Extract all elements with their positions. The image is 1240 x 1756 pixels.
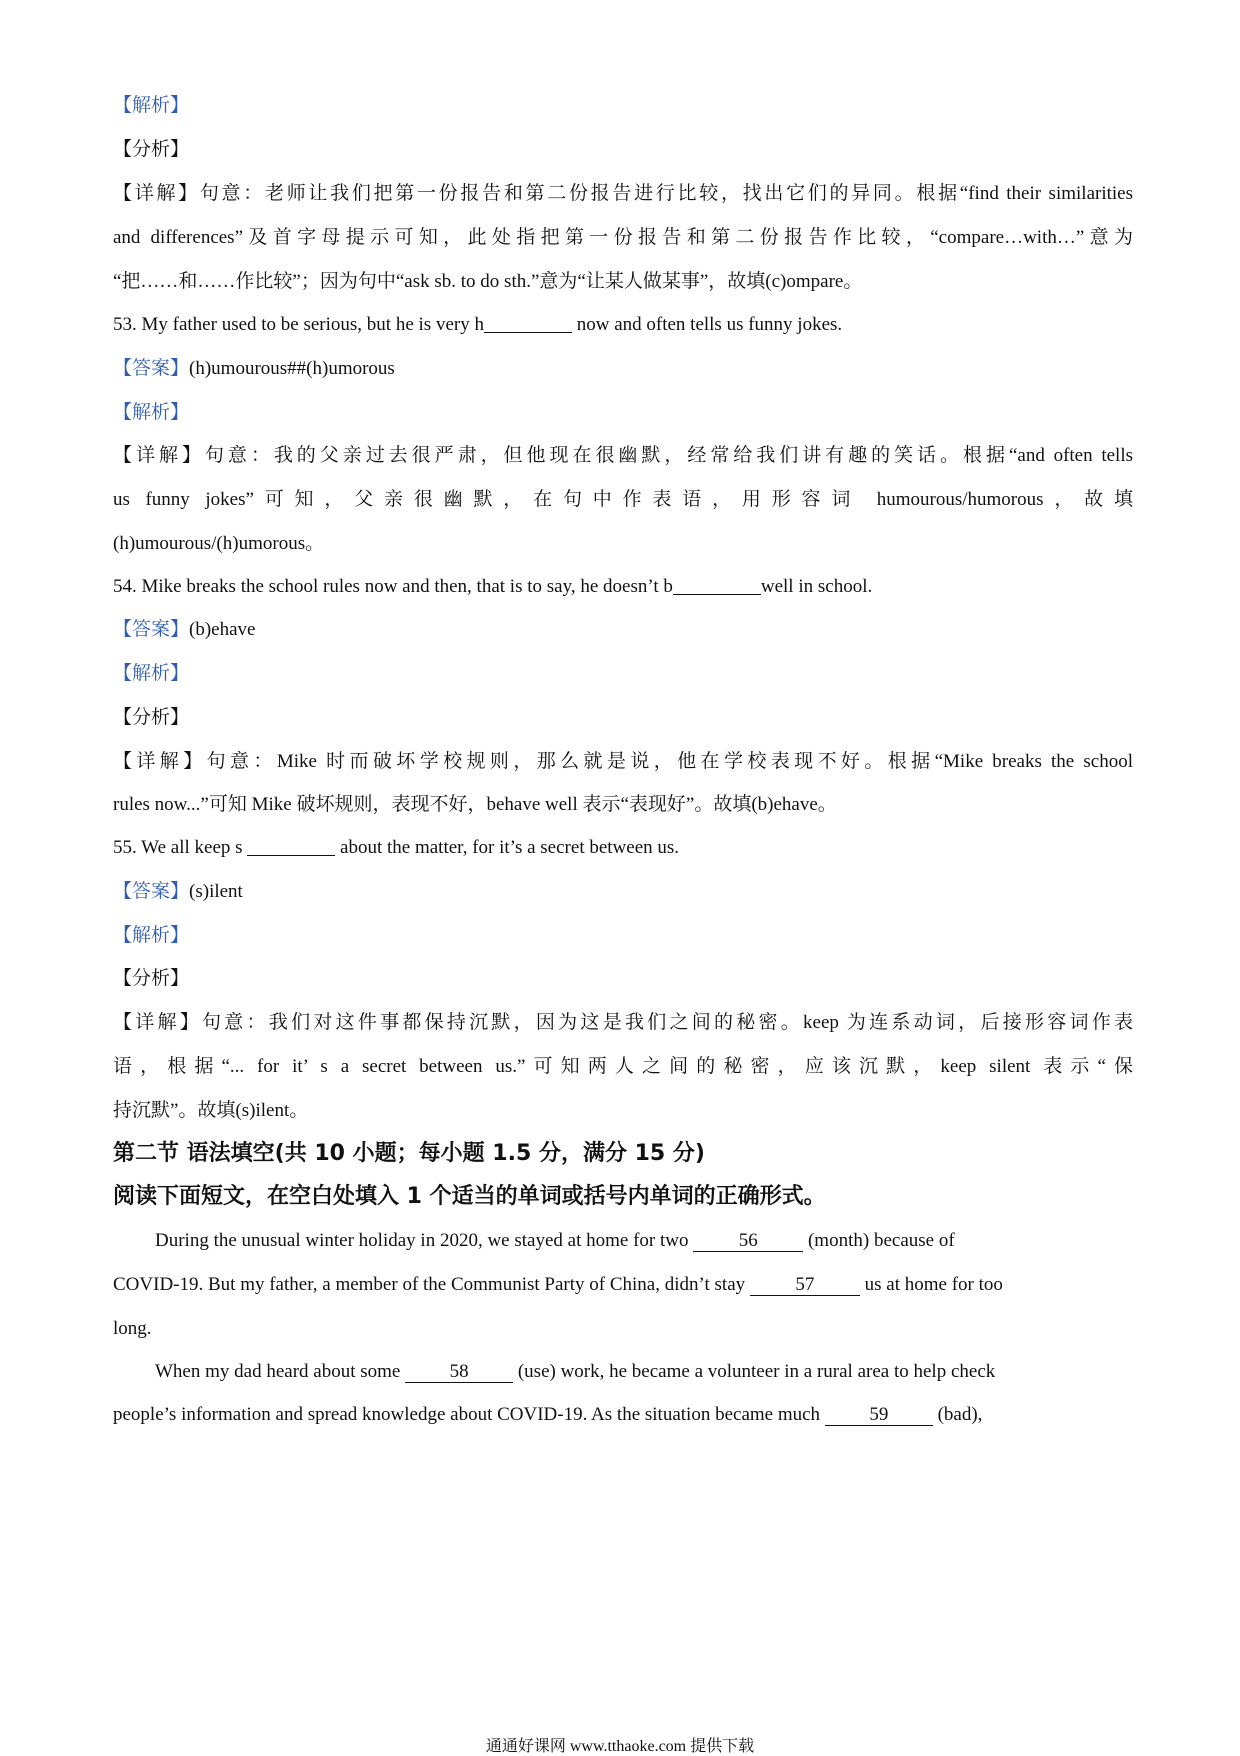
fenxi-label: 【分析】 xyxy=(113,707,190,728)
answer-blank xyxy=(673,576,761,595)
question-55 xyxy=(113,834,1133,862)
answer-row xyxy=(113,355,1133,383)
jiexi-label: 【解析】 xyxy=(113,95,190,116)
blank-59: 59 xyxy=(825,1405,933,1426)
question-stem: well in school. xyxy=(760,576,873,597)
section-instruction: 阅读下面短文，在空白处填入 1 个适当的单词或括号内单词的正确形式。 xyxy=(113,1184,826,1209)
jiexi-label: 【解析】 xyxy=(113,663,190,684)
passage-text: COVID-19. But my father, a member of the Communist Party of China, didn’t stay xyxy=(113,1274,750,1295)
passage-text: (month) because of xyxy=(803,1230,955,1251)
question-54 xyxy=(113,573,1133,601)
jiexi-label: 【解析】 xyxy=(113,925,190,946)
section-title: 第二节 语法填空(共 10 小题；每小题 1.5 分，满分 15 分) xyxy=(113,1141,705,1166)
question-stem: now and often tells us funny jokes. xyxy=(571,314,843,335)
passage-text: During the unusual winter holiday in 2020, we stayed at home for two xyxy=(155,1230,694,1251)
q52-detail-line: and differences”及首字母提示可知，此处指把第一份报告和第二份报告作比较，“compare…with…”意为 xyxy=(113,227,1133,248)
answer-label: 【答案】 xyxy=(113,619,190,640)
footer-watermark: 通通好课网 www.tthaoke.com 提供下载 xyxy=(485,1738,755,1755)
answer-row xyxy=(113,616,1133,644)
answer-label: 【答案】 xyxy=(113,881,190,902)
q53-detail-line: (h)umourous/(h)umorous。 xyxy=(113,533,325,554)
passage-line xyxy=(155,1358,1133,1386)
q52-detail-line: “把……和……作比较”；因为句中“ask sb. to do sth.”意为“让某人做某事”，故填(c)ompare。 xyxy=(113,271,863,292)
answer-blank xyxy=(484,314,572,333)
passage-text: (use) work, he became a volunteer in a rural area to help check xyxy=(513,1361,996,1382)
q53-detail-line: us funny jokes”可知，父亲很幽默，在句中作表语，用形容词 humourous/humorous，故填 xyxy=(113,489,1133,510)
passage-line: long. xyxy=(113,1318,152,1339)
answer-text: (b)ehave xyxy=(189,619,256,640)
passage-text: When my dad heard about some xyxy=(155,1361,406,1382)
q53-detail-line: 【详解】句意：我的父亲过去很严肃，但他现在很幽默，经常给我们讲有趣的笑话。根据“and often tells xyxy=(113,445,1133,466)
question-number: 54. xyxy=(113,576,137,597)
question-stem: My father used to be serious, but he is very h xyxy=(141,314,484,335)
question-stem: We all keep s xyxy=(141,837,248,858)
passage-line xyxy=(155,1227,1133,1255)
passage-line xyxy=(113,1401,1133,1429)
fenxi-label: 【分析】 xyxy=(113,139,190,160)
q54-detail-line: 【详解】句意：Mike 时而破坏学校规则，那么就是说，他在学校表现不好。根据“Mike breaks the school xyxy=(113,751,1133,772)
q55-detail-line: 持沉默”。故填(s)ilent。 xyxy=(113,1100,309,1121)
blank-58: 58 xyxy=(405,1362,513,1383)
question-number: 55. xyxy=(113,837,137,858)
answer-label: 【答案】 xyxy=(113,358,190,379)
answer-text: (h)umourous##(h)umorous xyxy=(189,358,395,379)
answer-text: (s)ilent xyxy=(189,881,243,902)
passage-text: us at home for too xyxy=(859,1274,1003,1295)
question-53 xyxy=(113,311,1133,339)
passage-line xyxy=(113,1271,1133,1299)
question-number: 53. xyxy=(113,314,137,335)
passage-text: people’s information and spread knowledge about COVID-19. As the situation became much xyxy=(113,1404,825,1425)
answer-row xyxy=(113,878,1133,906)
q55-detail-line: 【详解】句意：我们对这件事都保持沉默，因为这是我们之间的秘密。keep 为连系动词，后接形容词作表 xyxy=(113,1012,1133,1033)
q55-detail-line: 语，根据“... for it’ s a secret between us.”可知两人之间的秘密，应该沉默，keep silent 表示“保 xyxy=(113,1056,1133,1077)
question-stem: Mike breaks the school rules now and then, that is to say, he doesn’t b xyxy=(141,576,673,597)
q54-detail-line: rules now...”可知 Mike 破坏规则，表现不好，behave well 表示“表现好”。故填(b)ehave。 xyxy=(113,794,837,815)
question-stem: about the matter, for it’s a secret between us. xyxy=(335,837,680,858)
blank-56: 56 xyxy=(693,1231,803,1252)
answer-blank xyxy=(247,837,335,856)
blank-57: 57 xyxy=(750,1275,860,1296)
passage-text: (bad), xyxy=(932,1404,983,1425)
q52-detail-line: 【详解】句意：老师让我们把第一份报告和第二份报告进行比较，找出它们的异同。根据“find their similarities xyxy=(113,183,1133,204)
jiexi-label: 【解析】 xyxy=(113,402,190,423)
fenxi-label: 【分析】 xyxy=(113,968,190,989)
